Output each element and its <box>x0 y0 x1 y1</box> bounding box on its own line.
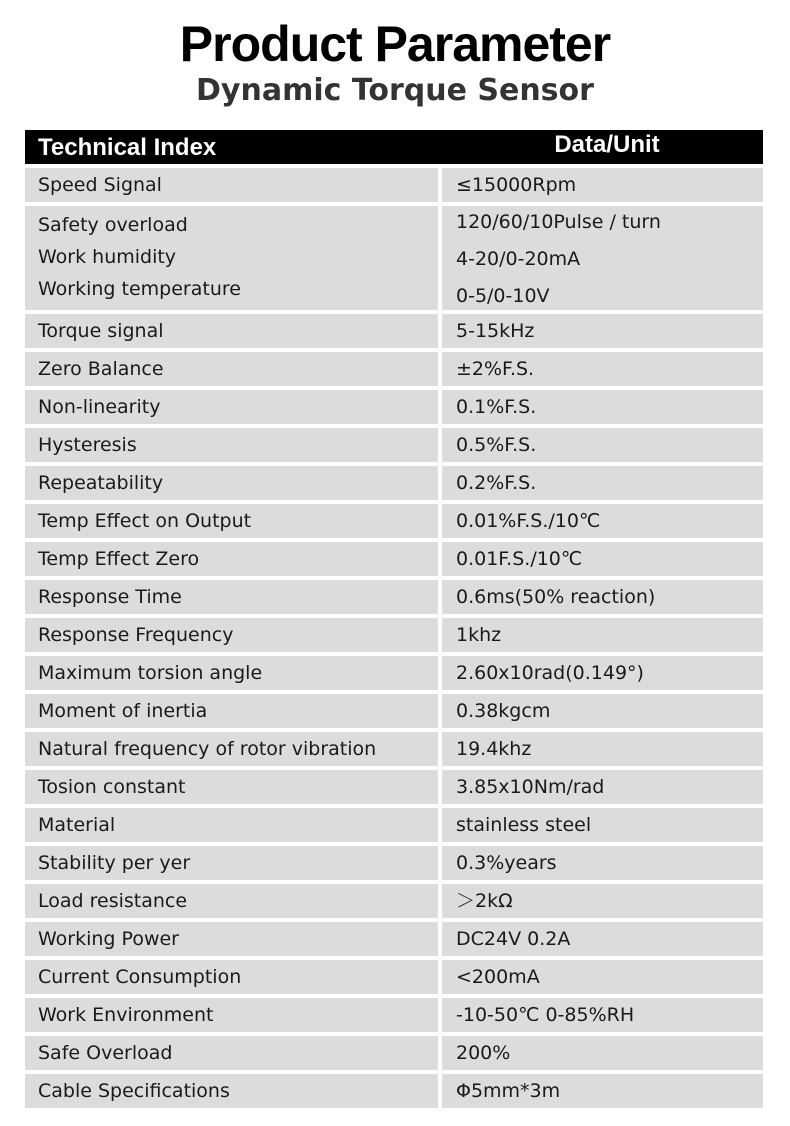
table-row <box>25 168 763 202</box>
row-label: Zero Balance <box>25 352 438 386</box>
row-value: stainless steel <box>442 808 763 842</box>
page-title: Product Parameter <box>179 16 611 72</box>
row-value: 19.4khz <box>442 732 763 766</box>
table-row <box>25 580 763 614</box>
row-label: Tosion constant <box>25 770 438 804</box>
table-row <box>25 428 763 462</box>
row-label: Load resistance <box>25 884 438 918</box>
table-row <box>25 998 763 1032</box>
row-label: Temp Effect Zero <box>25 542 438 576</box>
parameter-table <box>25 130 763 1108</box>
page-subtitle: Dynamic Torque Sensor <box>196 73 594 108</box>
table-row <box>25 504 763 538</box>
table-row <box>25 884 763 918</box>
row-value: 5-15kHz <box>442 314 763 348</box>
table-row <box>25 960 763 994</box>
row-value: 0.3%years <box>442 846 763 880</box>
table-row <box>25 1036 763 1070</box>
row-value: 0.01F.S./10℃ <box>442 542 763 576</box>
row-value: ＞2kΩ <box>442 884 763 918</box>
row-label: Safe Overload <box>25 1036 438 1070</box>
table-row <box>25 1074 763 1108</box>
row-label: Working temperature <box>38 278 241 300</box>
row-label: Moment of inertia <box>25 694 438 728</box>
table-row <box>25 314 763 348</box>
table-body <box>25 314 763 1108</box>
row-value: -10-50℃ 0-85%RH <box>442 998 763 1032</box>
row-label: Safety overload <box>38 214 188 236</box>
row-value: 0.1%F.S. <box>442 390 763 424</box>
row-label: Hysteresis <box>25 428 438 462</box>
row-label-group <box>25 206 438 310</box>
row-value: 4-20/0-20mA <box>456 248 581 270</box>
row-value: Φ5mm*3m <box>442 1074 763 1108</box>
row-value: 120/60/10Pulse / turn <box>456 211 661 233</box>
row-label: Torque signal <box>25 314 438 348</box>
row-value: <200mA <box>442 960 763 994</box>
row-value: 0.38kgcm <box>442 694 763 728</box>
row-label: Response Frequency <box>25 618 438 652</box>
row-label: Work Environment <box>25 998 438 1032</box>
header-data-unit: Data/Unit <box>554 131 660 158</box>
row-label: Temp Effect on Output <box>25 504 438 538</box>
row-label: Repeatability <box>25 466 438 500</box>
table-row-group <box>25 206 763 310</box>
row-label: Current Consumption <box>25 960 438 994</box>
row-value: 0.2%F.S. <box>442 466 763 500</box>
row-value: DC24V 0.2A <box>442 922 763 956</box>
row-value: ±2%F.S. <box>442 352 763 386</box>
row-label: Material <box>25 808 438 842</box>
table-row <box>25 846 763 880</box>
header-technical-index: Technical Index <box>38 134 217 161</box>
row-label: Natural frequency of rotor vibration <box>25 732 438 766</box>
row-label: Work humidity <box>38 246 177 268</box>
row-label: Speed Signal <box>25 168 438 202</box>
row-label: Maximum torsion angle <box>25 656 438 690</box>
row-value: 3.85x10Nm/rad <box>442 770 763 804</box>
row-value: 0.5%F.S. <box>442 428 763 462</box>
table-row <box>25 656 763 690</box>
table-header <box>25 130 763 164</box>
row-value: 0-5/0-10V <box>456 285 550 307</box>
row-label: Working Power <box>25 922 438 956</box>
row-value: 0.01%F.S./10℃ <box>442 504 763 538</box>
table-row <box>25 732 763 766</box>
table-row <box>25 542 763 576</box>
table-row <box>25 922 763 956</box>
table-row <box>25 770 763 804</box>
table-row <box>25 390 763 424</box>
table-row <box>25 352 763 386</box>
row-value: ≤15000Rpm <box>442 168 763 202</box>
row-label: Stability per yer <box>25 846 438 880</box>
row-value: 2.60x10rad(0.149°) <box>442 656 763 690</box>
table-row <box>25 808 763 842</box>
row-label: Cable Specifications <box>25 1074 438 1108</box>
table-row <box>25 466 763 500</box>
row-label: Non-linearity <box>25 390 438 424</box>
table-row <box>25 694 763 728</box>
row-value: 1khz <box>442 618 763 652</box>
row-value: 200% <box>442 1036 763 1070</box>
table-row <box>25 618 763 652</box>
row-value: 0.6ms(50% reaction) <box>442 580 763 614</box>
row-label: Response Time <box>25 580 438 614</box>
row-value-group <box>442 206 763 310</box>
